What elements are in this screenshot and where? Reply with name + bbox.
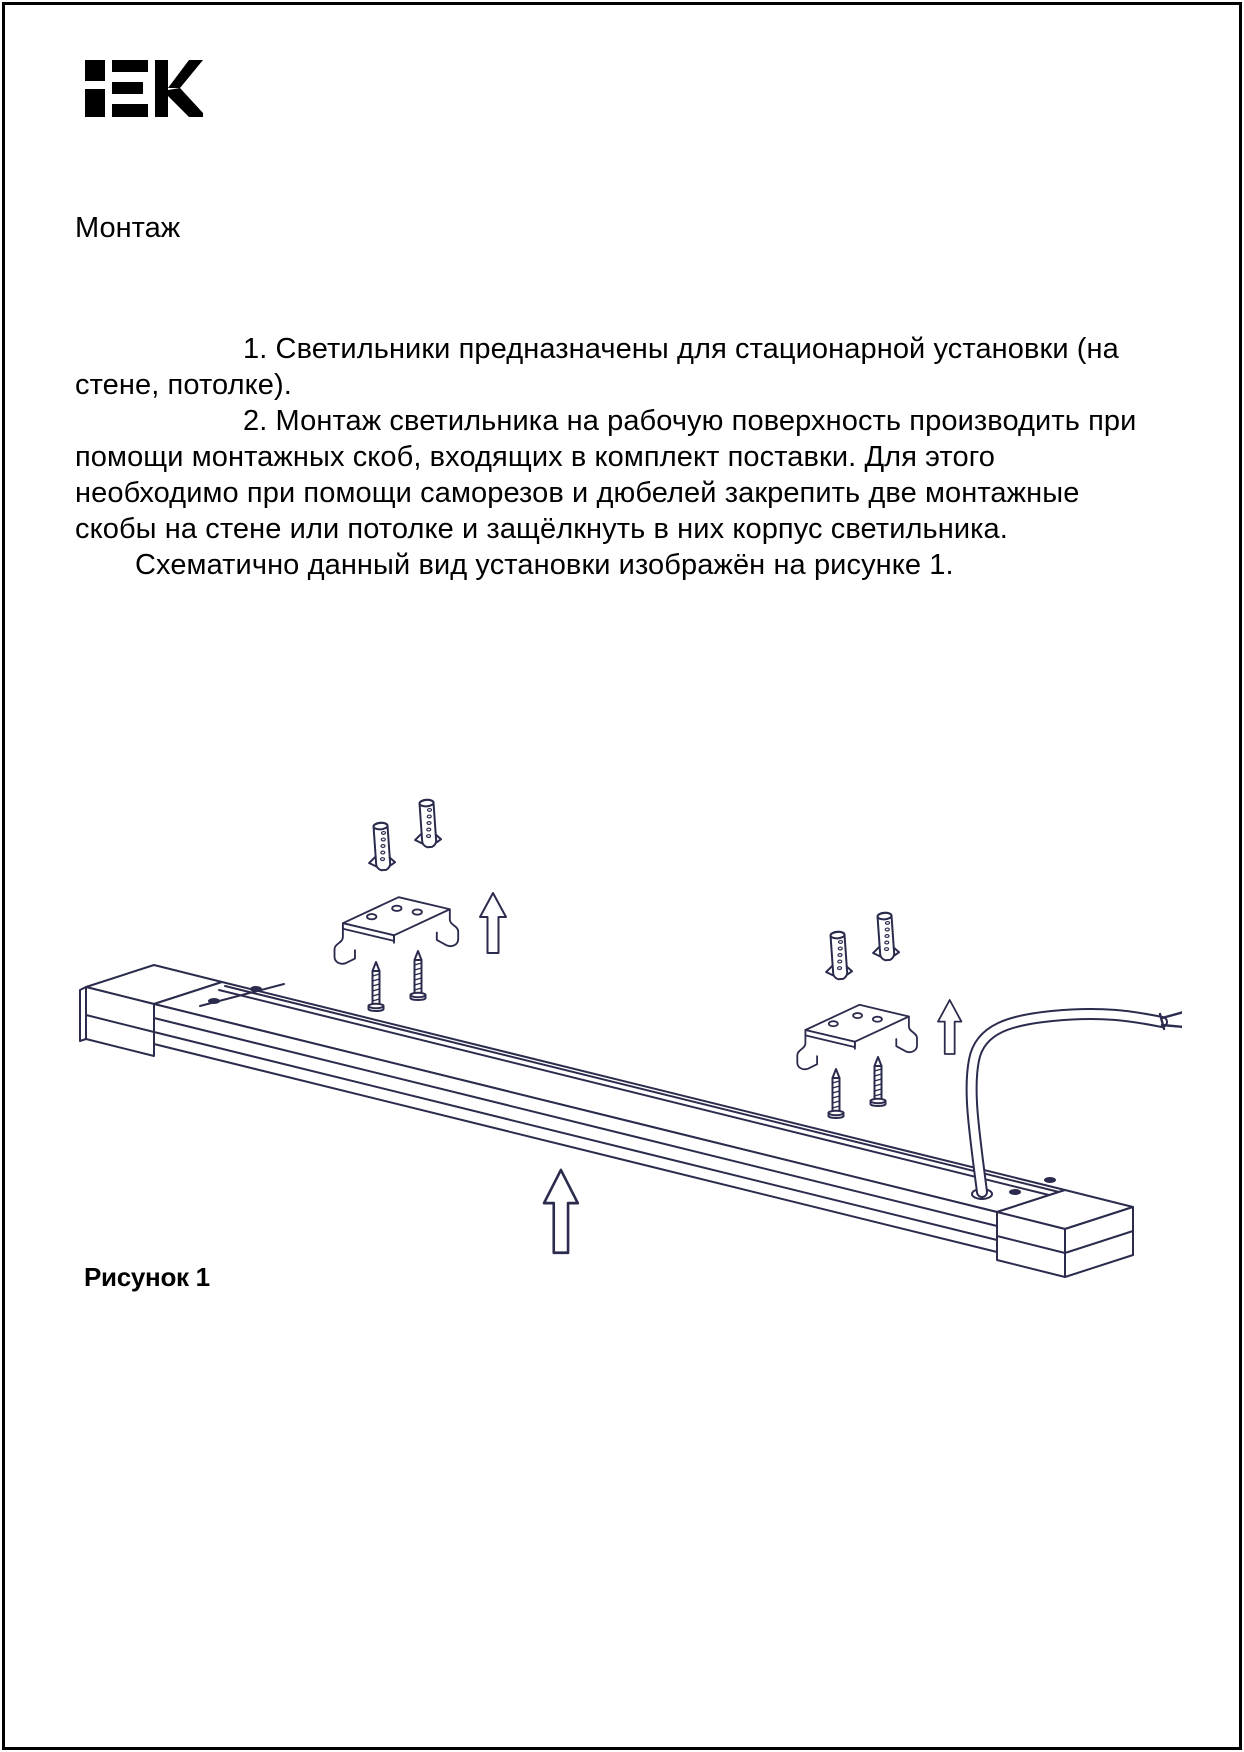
mounting-bracket <box>335 897 459 964</box>
instruction-line: 1. Светильники предназначены для стационарной установки (на <box>243 333 1119 365</box>
logo-e-bar-bottom <box>112 104 148 117</box>
screw <box>871 1057 886 1106</box>
logo-k-stem <box>155 60 168 117</box>
instruction-line: 2. Монтаж светильника на рабочую поверхность производить при <box>243 405 1137 437</box>
logo-e-bar-mid <box>112 82 143 94</box>
instruction-line: скобы на стене или потолке и защёлкнуть в них корпус светильника. <box>75 513 1008 545</box>
instruction-line: необходимо при помощи саморезов и дюбелей закрепить две монтажные <box>75 477 1080 509</box>
mounting-kit-right <box>797 912 961 1118</box>
up-arrow <box>480 893 506 953</box>
luminaire-end-cap-right <box>997 1177 1133 1277</box>
mounting-hole <box>208 998 220 1004</box>
figure-caption: Рисунок 1 <box>84 1262 210 1292</box>
logo-e-bar-top <box>112 60 148 72</box>
logo-i-stem <box>85 89 105 117</box>
section-heading: Монтаж <box>75 212 181 244</box>
installation-diagram <box>62 700 1182 1320</box>
instruction-line: стене, потолке). <box>75 369 292 401</box>
iek-logo <box>85 60 203 117</box>
wall-plug <box>870 912 899 961</box>
mounting-hole <box>250 986 262 992</box>
instructions-text <box>75 331 1136 583</box>
instruction-line: помощи монтажных скоб, входящих в комплект поставки. Для этого <box>75 441 995 473</box>
up-arrow-main <box>544 1170 578 1253</box>
wall-plug <box>366 822 395 871</box>
mounting-hole <box>1009 1189 1021 1195</box>
luminaire-housing <box>154 982 1065 1252</box>
wall-plug <box>412 799 441 848</box>
logo-k-leg <box>168 88 203 117</box>
instruction-line: Схематично данный вид установки изображён на рисунке 1. <box>135 549 954 581</box>
mounting-hole <box>1044 1177 1056 1183</box>
power-cable <box>972 1010 1182 1199</box>
screw <box>411 951 426 1000</box>
logo-k-arm <box>168 60 203 88</box>
wall-plug <box>823 931 852 980</box>
mounting-bracket <box>797 1005 917 1069</box>
mounting-kit-left <box>335 799 506 1011</box>
screw <box>369 962 384 1011</box>
screw <box>829 1069 844 1118</box>
logo-i-dot <box>85 60 105 81</box>
up-arrow <box>938 1000 961 1054</box>
